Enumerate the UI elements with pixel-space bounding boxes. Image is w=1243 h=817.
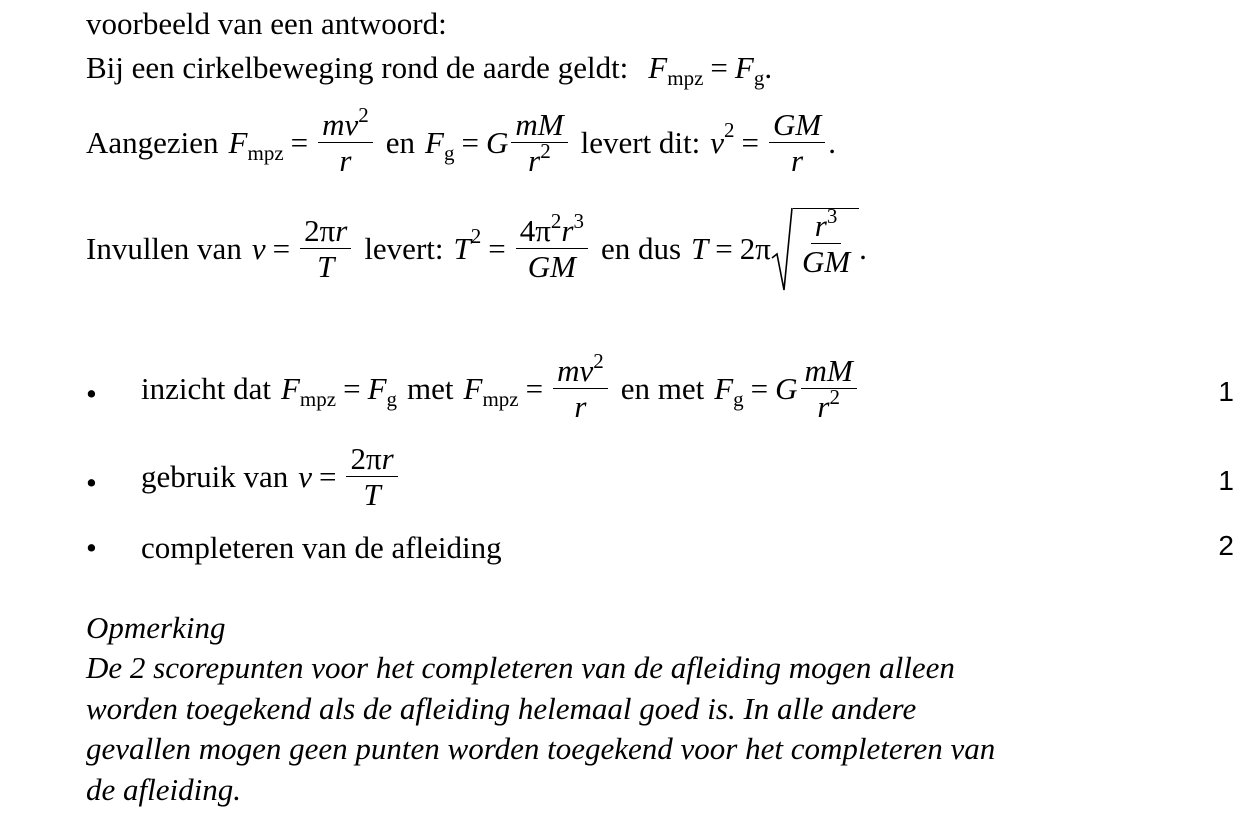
symbol-m: m	[322, 107, 345, 142]
symbol-v: v	[251, 231, 266, 266]
subscript-mpz: mpz	[247, 140, 284, 165]
fraction-GM-over-r	[769, 108, 825, 179]
words-en-met: en met	[620, 371, 705, 407]
symbol-G: G	[801, 244, 825, 280]
equals-sign: =	[272, 231, 291, 266]
period: .	[764, 50, 773, 85]
period: .	[859, 231, 867, 266]
fraction-2pir-over-T	[300, 214, 351, 285]
square-root	[771, 206, 859, 292]
symbol-r: r	[814, 208, 827, 243]
symbol-T: T	[363, 477, 381, 513]
score-1: 1	[1218, 376, 1234, 407]
bullet-3-text: completeren van de afleiding	[141, 530, 502, 565]
exponent-2: 2	[540, 139, 551, 164]
symbol-G: G	[772, 107, 796, 142]
subscript-g: g	[753, 65, 765, 90]
words-levert-dit: levert dit:	[580, 125, 701, 161]
fraction-r3-over-GM	[798, 204, 854, 280]
equals-sign: =	[290, 125, 309, 161]
equals-sign: =	[525, 371, 544, 407]
words-en-dus: en dus	[600, 231, 682, 266]
fraction-mv2-over-r	[318, 103, 373, 179]
exponent-2: 2	[550, 208, 562, 233]
exponent-2: 2	[829, 385, 840, 410]
symbol-T: T	[317, 248, 335, 284]
number-2: 2	[739, 231, 756, 266]
symbol-F: F	[714, 371, 734, 407]
period: .	[828, 125, 836, 161]
line2-aangezien: Aangezien	[86, 125, 219, 161]
word-en: en	[385, 125, 416, 161]
fraction-mM-over-r2	[511, 108, 567, 179]
equals-sign: =	[710, 50, 728, 85]
symbol-r: r	[791, 143, 804, 179]
equals-sign: =	[488, 231, 506, 266]
exponent-3: 3	[826, 204, 838, 228]
remark-line-4: de afleiding.	[86, 772, 241, 807]
score-3: 2	[1218, 530, 1234, 561]
word-met: met	[407, 371, 454, 407]
formula-line-2	[86, 103, 836, 179]
symbol-pi: π	[319, 212, 336, 248]
symbol-T: T	[453, 231, 471, 266]
formula-line-3	[86, 206, 867, 292]
symbol-M: M	[795, 107, 822, 142]
subscript-mpz: mpz	[482, 386, 519, 411]
exponent-2: 2	[358, 103, 369, 127]
symbol-m: m	[804, 353, 827, 388]
symbol-F: F	[228, 125, 248, 161]
symbol-F: F	[280, 371, 300, 407]
symbol-r: r	[339, 143, 352, 179]
exponent-2: 2	[724, 117, 735, 142]
bullet-2-text	[141, 442, 401, 513]
radical-sign-icon	[771, 206, 793, 292]
symbol-F: F	[367, 371, 387, 407]
bullet-symbol: •	[86, 376, 97, 411]
symbol-M: M	[826, 353, 853, 388]
subscript-mpz: mpz	[299, 386, 337, 411]
bullet-symbol: •	[86, 465, 97, 500]
symbol-m: m	[515, 107, 538, 142]
remark-title: Opmerking	[86, 610, 226, 645]
equals-sign: =	[343, 371, 361, 407]
bullet-symbol: •	[86, 530, 97, 565]
equals-sign: =	[741, 125, 759, 161]
number-2: 2	[304, 212, 320, 248]
symbol-v: v	[710, 125, 724, 161]
symbol-M: M	[824, 244, 851, 280]
symbol-r: r	[817, 389, 830, 425]
score-2: 1	[1218, 465, 1234, 496]
fraction-mv2-over-r	[553, 349, 608, 425]
symbol-v: v	[579, 353, 594, 388]
equals-sign: =	[318, 459, 337, 495]
symbol-G: G	[527, 248, 551, 284]
words-inzicht-dat: inzicht dat	[141, 371, 271, 407]
symbol-F: F	[734, 50, 754, 85]
exponent-2: 2	[470, 223, 482, 248]
symbol-r: r	[574, 389, 587, 425]
subscript-g: g	[733, 386, 744, 411]
symbol-M: M	[537, 107, 564, 142]
symbol-pi: π	[535, 212, 551, 248]
fraction-mM-over-r2	[801, 354, 857, 425]
symbol-r: r	[381, 441, 394, 476]
symbol-G: G	[485, 125, 509, 161]
number-2: 2	[350, 441, 366, 476]
remark-line-1: De 2 scorepunten voor het completeren van de afleiding mogen alleen	[86, 650, 955, 685]
remark-line-2: worden toegekend als de afleiding helemaal goed is. In alle andere	[86, 691, 917, 726]
symbol-pi: π	[365, 441, 382, 476]
symbol-G: G	[775, 371, 798, 407]
bullet-1-text	[141, 349, 860, 425]
formula-line-1	[86, 50, 773, 90]
symbol-r: r	[335, 212, 348, 248]
symbol-F: F	[425, 125, 444, 161]
symbol-r: r	[528, 143, 541, 179]
words-gebruik-van: gebruik van	[141, 459, 289, 495]
symbol-m: m	[557, 353, 580, 388]
subscript-mpz: mpz	[667, 65, 704, 90]
symbol-v: v	[344, 107, 359, 142]
number-4: 4	[519, 212, 536, 248]
symbol-M: M	[550, 248, 576, 284]
fraction-2pir-over-T	[346, 442, 397, 513]
subscript-g: g	[386, 386, 397, 411]
exponent-2: 2	[593, 349, 604, 373]
subscript-g: g	[443, 140, 455, 165]
intro-text: voorbeeld van een antwoord:	[86, 6, 447, 41]
exponent-3: 3	[573, 208, 584, 233]
equals-sign: =	[750, 371, 769, 407]
equals-sign: =	[715, 231, 733, 266]
symbol-F: F	[463, 371, 483, 407]
symbol-T: T	[691, 231, 709, 266]
symbol-v: v	[298, 459, 312, 495]
symbol-pi: π	[755, 231, 771, 266]
symbol-F: F	[648, 50, 668, 85]
remark-line-3: gevallen mogen geen punten worden toegekend voor het completeren van	[86, 731, 996, 766]
symbol-r: r	[561, 212, 574, 248]
fraction-4pi2r3-over-GM	[516, 208, 588, 285]
equals-sign: =	[461, 125, 479, 161]
line3-invullen: Invullen van	[86, 231, 242, 266]
line1-text: Bij een cirkelbeweging rond de aarde geldt:	[86, 50, 629, 85]
word-levert: levert:	[364, 231, 444, 266]
